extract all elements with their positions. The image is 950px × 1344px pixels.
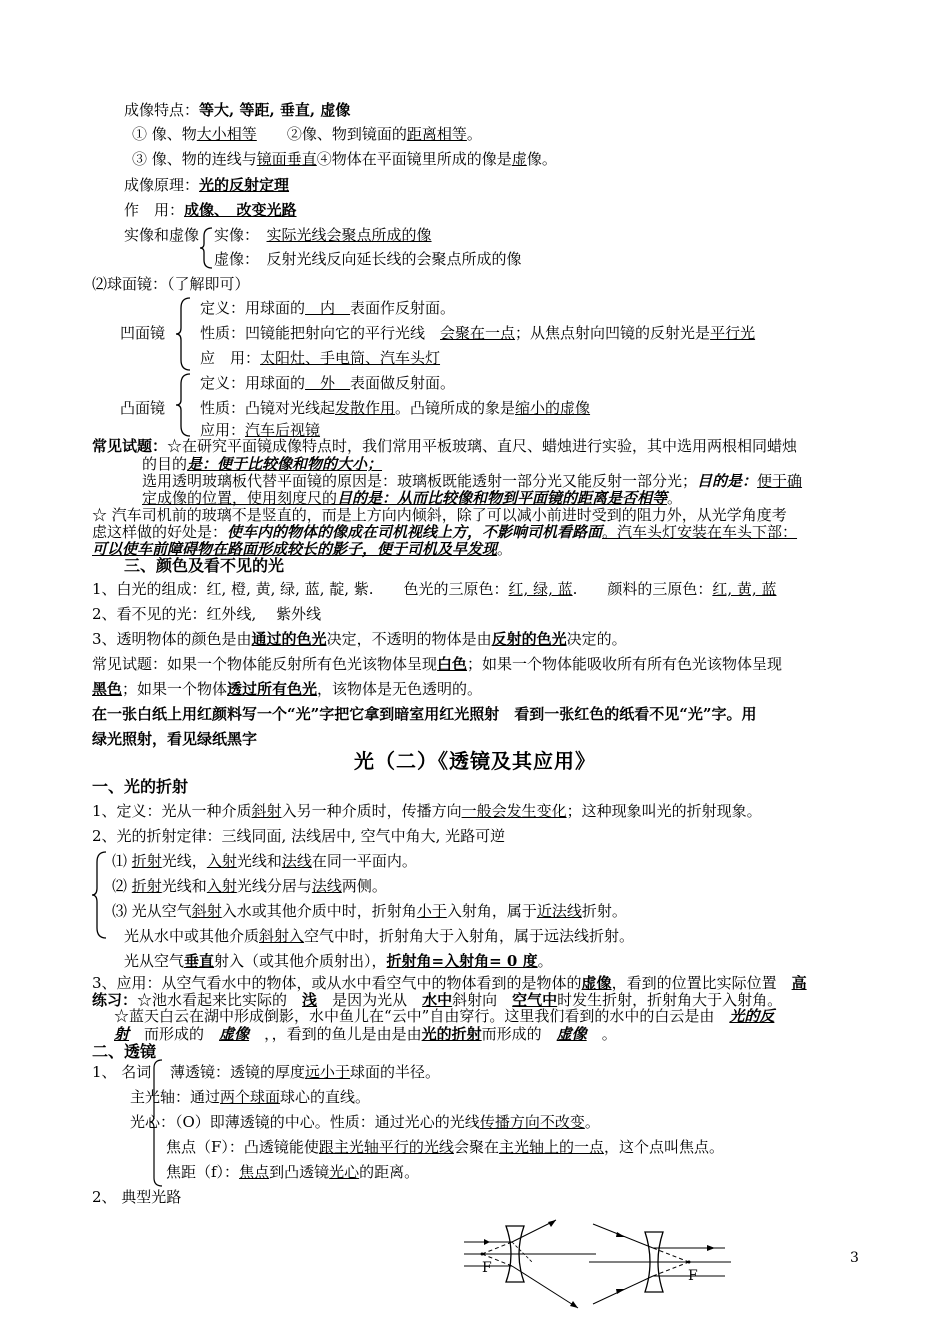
concave-lens-diagram-right (585, 1212, 735, 1312)
chapter-title: 光（二）《透镜及其应用》 (354, 749, 596, 773)
refraction-law: 2、光的折射定律：三线同面, 法线居中, 空气中角大, 光路可逆 (92, 827, 506, 845)
common-q-line7: 可以使车前障碍物在路面形成较长的影子，便于司机及早发现。 (92, 540, 513, 558)
law-brace (92, 850, 108, 940)
law-rule1: ⑴ 折射光线，入射光线和法线在同一平面内。 (112, 852, 417, 870)
focus-label-left: F (482, 1260, 492, 1276)
common-q-line4: 定成像的位置，使用刻度尺的目的是：从而比较像和物到平面镜的距离是否相等。 (142, 489, 683, 507)
typical-paths-label: 2、 典型光路 (92, 1188, 182, 1206)
lens-heading: 二、透镜 (92, 1042, 157, 1061)
main-axis-line: 主光轴：通过两个球面球心的直线。 (130, 1088, 371, 1106)
use-line: 作 用：成像、 改变光路 (124, 201, 297, 219)
colors-heading: 三、颜色及看不见的光 (124, 556, 285, 575)
colors-line3: 3、透明物体的颜色是由通过的色光决定，不透明的物体是由反射的色光决定的。 (92, 630, 627, 648)
principle-line: 成像原理：光的反射定理 (124, 176, 290, 194)
colors-line4: 常见试题：如果一个物体能反射所有色光该物体呈现白色；如果一个物体能吸收所有所有色光该物体呈现 (92, 655, 783, 673)
virtual-image-line: 虚像： 反射光线反向延长线的会聚点所成的像 (214, 250, 522, 268)
spherical-heading: ⑵球面镜：（了解即可） (92, 275, 250, 293)
practice-line2: ☆蓝天白云在湖中形成倒影，水中鱼儿在“云中”自由穿行。这里我们看到的水中的白云是由 光的反 (114, 1007, 775, 1025)
common-q-line3: 选用透明玻璃板代替平面镜的原因是：玻璃板既能透射一部分光又能反射一部分光；目的是：便于确 (142, 472, 803, 490)
lens-term-1: 1、 名词 (92, 1063, 152, 1081)
concave-application: 应 用：太阳灶、手电筒、汽车头灯 (200, 349, 441, 367)
concave-lens-diagram-left (460, 1212, 600, 1312)
colors-line7: 绿光照射，看见绿纸黑字 (92, 730, 258, 748)
law-rule2: ⑵ 折射光线和入射光线分居与法线两侧。 (112, 877, 387, 895)
law-rule4: 光从水中或其他介质斜射入空气中时，折射角大于入射角，属于远法线折射。 (124, 927, 635, 945)
practice-line1: 练习：☆池水看起来比实际的 浅 是因为光从 水中斜射向 空气中时发生折射，折射角大于入射角。 (92, 991, 783, 1009)
convex-property: 性质：凸镜对光线起发散作用。凸镜所成的象是缩小的虚像 (200, 399, 591, 417)
feature-line: 成像特点：等大, 等距, 垂直, 虚像 (124, 101, 351, 119)
colors-line2: 2、看不见的光：红外线, 紫外线 (92, 605, 322, 623)
concave-definition: 定义：用球面的 内 表面作反射面。 (200, 299, 456, 317)
refraction-heading: 一、光的折射 (92, 777, 189, 796)
refraction-definition: 1、定义：光从一种介质斜射入另一种介质时，传播方向一般会发生变化；这种现象叫光的折射现象。 (92, 802, 762, 820)
thin-lens-line: 薄透镜：透镜的厚度远小于球面的半径。 (170, 1063, 441, 1081)
focus-label-right: F (688, 1268, 698, 1284)
law-rule3: ⑶ 光从空气斜射入水或其他介质中时，折射角小于入射角，属于近法线折射。 (112, 902, 627, 920)
page-number: 3 (850, 1250, 859, 1266)
refraction-application: 3、应用：从空气看水中的物体，或从水中看空气中的物体看到的是物体的虚像，看到的位置比实际位置 高 (92, 974, 807, 992)
convex-brace (176, 372, 192, 438)
real-virtual-label: 实像和虚像 (124, 226, 200, 244)
colors-line5: 黑色；如果一个物体透过所有色光，该物体是无色透明的。 (92, 680, 483, 698)
convex-definition: 定义：用球面的 外 表面做反射面。 (200, 374, 456, 392)
common-q-line6: 虑这样做的好处是：使车内的物体的像成在司机视线上方，不影响司机看路面。汽车头灯安装在车头下部： (92, 523, 798, 541)
feature-1-2: ① 像、物大小相等 ②像、物到镜面的距离相等。 (132, 125, 482, 143)
practice-line3: 射 而形成的 虚像 ，，看到的鱼儿是由是由光的折射而形成的 虚像 。 (114, 1025, 617, 1043)
colors-line6: 在一张白纸上用红颜料写一个“光”字把它拿到暗室用红光照射 看到一张红色的纸看不见“光”字。用 (92, 705, 757, 723)
convex-label: 凸面镜 (120, 399, 166, 417)
common-q-line1: 常见试题：☆在研究平面镜成像特点时，我们常用平板玻璃、直尺、蜡烛进行实验，其中选用两根相同蜡烛 (92, 437, 798, 455)
real-image-line: 实像： 实际光线会聚点所成的像 (214, 226, 432, 244)
convex-application: 应用：汽车后视镜 (200, 421, 321, 439)
colors-line1: 1、白光的组成：红, 橙, 黄, 绿, 蓝, 靛, 紫. 色光的三原色：红, 绿, 蓝. 颜料的三原色：红, 黄, 蓝 (92, 580, 777, 598)
concave-label: 凹面镜 (120, 324, 166, 342)
concave-property: 性质：凹镜能把射向它的平行光线 会聚在一点；从焦点射向凹镜的反射光是平行光 (200, 324, 756, 342)
common-q-line5: ☆ 汽车司机前的玻璃不是竖直的，而是上方向内倾斜，除了可以减小前进时受到的阻力外，从光学角度考 (92, 506, 787, 524)
feature-3-4: ③ 像、物的连线与镜面垂直④物体在平面镜里所成的像是虚像。 (132, 150, 557, 168)
optical-center-line: 光心：（O）即薄透镜的中心。性质：通过光心的光线传播方向不改变。 (130, 1113, 600, 1131)
law-rule5: 光从空气垂直射入（或其他介质射出），折射角=入射角= 0 度。 (124, 952, 553, 970)
focal-length-line: 焦距（f）：焦点到凸透镜光心的距离。 (166, 1163, 420, 1181)
real-virtual-brace (200, 226, 214, 270)
common-q-line2: 的目的是：便于比较像和物的大小； (142, 455, 383, 473)
concave-brace (176, 296, 192, 372)
focus-line: 焦点（F）：凸透镜能使跟主光轴平行的光线会聚在主光轴上的一点，这个点叫焦点。 (166, 1138, 724, 1156)
